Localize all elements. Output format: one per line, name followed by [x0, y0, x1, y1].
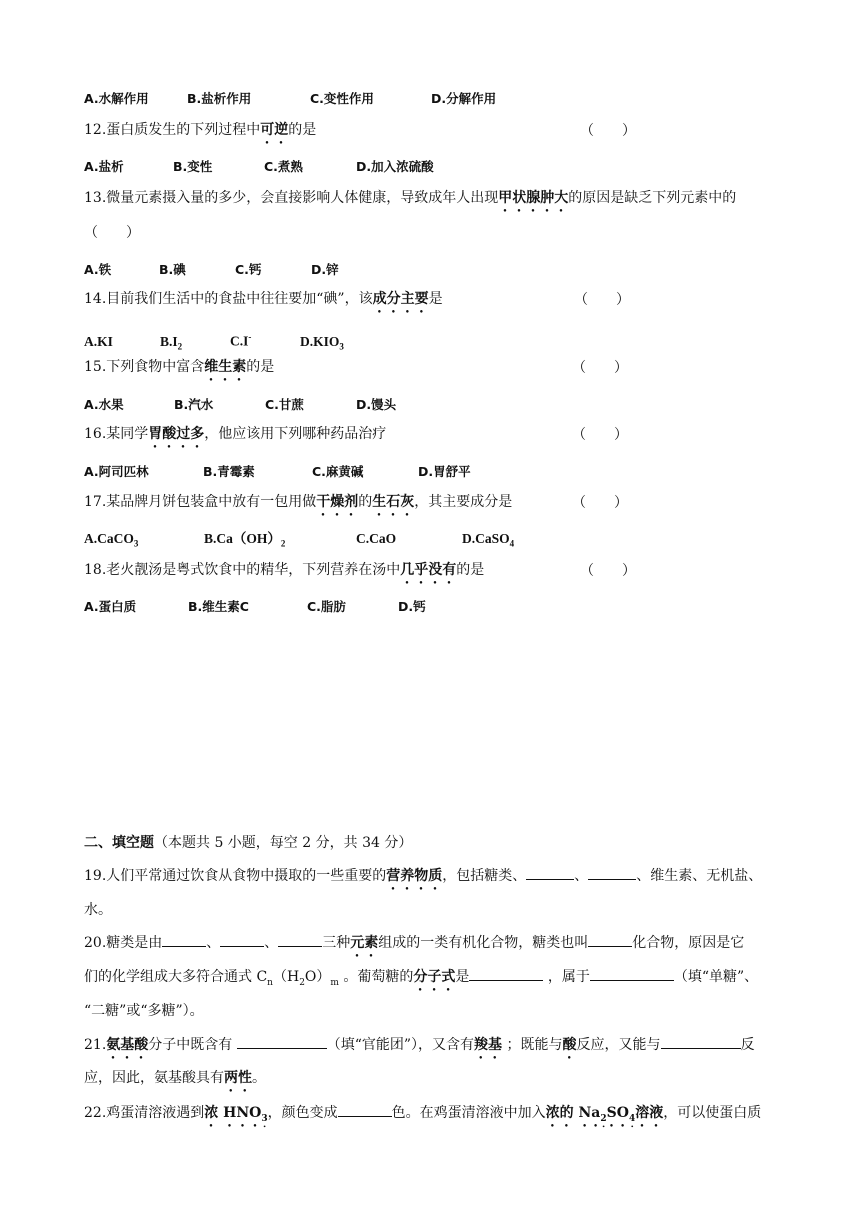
q20-line-3: “二糖”或“多糖”）。 [84, 1003, 204, 1019]
q21-emphasis-1: 氨基酸 [106, 1037, 149, 1053]
q17-options [84, 529, 514, 554]
q16-option-a: A.阿司匹林 [84, 464, 149, 479]
q18-option-d: D.钙 [398, 599, 426, 614]
q21-blank-2[interactable] [661, 1034, 741, 1049]
q20-blank-1[interactable] [162, 932, 206, 947]
q16-emphasis: 胃酸过多 [148, 426, 205, 442]
q22-stem: 22.鸡蛋清溶液遇到浓 $HNO_3$，颜色变成 色。在鸡蛋清溶液中加入浓的 $Na_2SO_4$溶液，可以使蛋白质 [84, 1102, 761, 1130]
q20-blank-6[interactable] [590, 966, 674, 981]
q14-option-d: $D.KIO_3$ [300, 333, 344, 352]
q17-option-b: $B.Ca(OH)_2$ [204, 531, 286, 549]
q18-emphasis: 几乎没有 [400, 562, 457, 578]
q15-option-c: C.甘蔗 [265, 397, 304, 412]
q16-option-c: C.麻黄碱 [312, 464, 364, 479]
q20-blank-3[interactable] [278, 932, 322, 947]
q11-option-a: A.水解作用 [84, 91, 149, 106]
q17-stem: 17.某品牌月饼包装盒中放有一包用做干燥剂的生石灰，其主要成分是 [84, 494, 513, 510]
q21-emphasis-4: 两性 [224, 1070, 252, 1086]
q20-blank-5[interactable] [469, 966, 543, 981]
q20-stem: 20.糖类是由 、 、 三种元素组成的一类有机化合物，糖类也叫 化合物，原因是它 [84, 932, 744, 960]
q11-option-c: C.变性作用 [310, 91, 374, 106]
q14-option-c: C.I- [230, 332, 252, 349]
q13-option-d: D.锌 [311, 262, 339, 277]
q21-emphasis-2: 羧基 [474, 1037, 503, 1053]
q13-option-c: C.钙 [235, 262, 262, 277]
q18-option-b: B.维生素C [188, 599, 249, 614]
q17-option-c: C.CaO [356, 531, 397, 546]
q15-answer-paren[interactable]: （ ） [572, 360, 628, 376]
q15-stem: 15.下列食物中富含维生素的是 [84, 359, 275, 375]
q12-option-d: D.加入浓硫酸 [356, 159, 434, 174]
q17-option-a: A.CaCO$_3$ [84, 531, 139, 549]
q12-emphasis: 可逆 [260, 122, 289, 138]
q14-options [84, 327, 344, 356]
q15-options [84, 395, 396, 415]
q12-stem: 12.蛋白质发生的下列过程中可逆的是 [84, 122, 317, 138]
q22-blank-1[interactable] [338, 1102, 392, 1117]
q21-stem: 21.氨基酸分子中既含有 （填“官能团”），又含有羧基 ；既能与酸反应，又能与 反 [84, 1034, 755, 1062]
section-2-note: （本题共 5 小题，每空 2 分，共 34 分） [154, 835, 413, 851]
q12-option-c: C.煮熟 [264, 159, 303, 174]
q13-option-b: B.碘 [159, 262, 186, 277]
q13-stem: 13.微量元素摄入量的多少，会直接影响人体健康，导致成年人出现甲状腺肿大的原因是缺乏下列元素中的 [84, 190, 737, 206]
q14-stem: 14.目前我们生活中的食盐中往往要加“碘”，该成分主要是 [84, 291, 443, 307]
q19-stem: 19.人们平常通过饮食从食物中摄取的一些重要的营养物质，包括糖类、 、 、维生素、无机盐、 [84, 865, 762, 893]
q13-options [84, 260, 339, 280]
q17-emphasis-1: 干燥剂 [316, 494, 359, 510]
q16-option-d: D.胃舒平 [418, 464, 471, 479]
q13-answer-paren[interactable]: （ ） [84, 225, 140, 241]
q13-option-a: A.铁 [84, 262, 112, 277]
q17-option-d: D.CaSO$_4$ [462, 531, 515, 549]
q19-blank-2[interactable] [588, 865, 636, 880]
q15-option-a: A.水果 [84, 397, 124, 412]
q19-emphasis: 营养物质 [386, 868, 443, 884]
q13-emphasis: 甲状腺肿大 [498, 190, 569, 206]
q14-option-b: $B.I_2$ [160, 333, 183, 352]
q14-answer-paren[interactable]: （ ） [574, 292, 630, 308]
q12-options [84, 157, 434, 177]
q16-options [84, 462, 471, 482]
q20-blank-4[interactable] [588, 932, 632, 947]
q18-option-a: A.蛋白质 [84, 599, 137, 614]
q15-option-d: D.馒头 [356, 397, 397, 412]
q18-answer-paren[interactable]: （ ） [580, 563, 636, 579]
q20-line-2: 们的化学组成大多符合通式 $C_n(H_2O)_m$ 。葡萄糖的分子式是 ，属于 （填“单糖”、 [84, 966, 758, 994]
q19-line-2: 水。 [84, 902, 112, 918]
q22-emphasis-1: 浓 $HNO_3$ [204, 1105, 268, 1124]
q16-option-b: B.青霉素 [203, 464, 255, 479]
q11-options [84, 89, 496, 109]
q12-option-a: A.盐析 [84, 159, 124, 174]
q21-blank-1[interactable] [237, 1034, 327, 1049]
q14-option-a: A.KI [84, 333, 113, 349]
q22-emphasis-2: 浓的 $Na_2SO_4$溶液 [545, 1105, 664, 1124]
q15-option-b: B.汽水 [174, 397, 214, 412]
q15-emphasis: 维生素 [204, 359, 247, 375]
q14-emphasis: 成分主要 [372, 291, 429, 307]
q17-emphasis-2: 生石灰 [372, 494, 415, 510]
q16-stem: 16.某同学胃酸过多，他应该用下列哪种药品治疗 [84, 426, 387, 442]
q16-answer-paren[interactable]: （ ） [572, 427, 628, 443]
q19-blank-1[interactable] [526, 865, 574, 880]
q21-line-2: 应，因此，氨基酸具有两性。 [84, 1070, 266, 1086]
q18-option-c: C.脂肪 [307, 599, 346, 614]
q20-emphasis-2: 分子式 [413, 969, 456, 985]
q11-option-b: B.盐析作用 [187, 91, 252, 106]
q18-stem: 18.老火靓汤是粤式饮食中的精华，下列营养在汤中几乎没有的是 [84, 562, 485, 578]
q12-answer-paren[interactable]: （ ） [580, 123, 636, 139]
q20-blank-2[interactable] [220, 932, 264, 947]
section-2-heading [84, 833, 412, 853]
q17-answer-paren[interactable]: （ ） [572, 495, 628, 511]
q11-option-d: D.分解作用 [431, 91, 497, 106]
q18-options [84, 597, 426, 617]
section-2-title: 二、填空题 [84, 835, 154, 851]
q12-option-b: B.变性 [173, 159, 213, 174]
q21-emphasis-3: 酸 [562, 1037, 577, 1053]
q20-emphasis: 元素 [350, 935, 379, 951]
